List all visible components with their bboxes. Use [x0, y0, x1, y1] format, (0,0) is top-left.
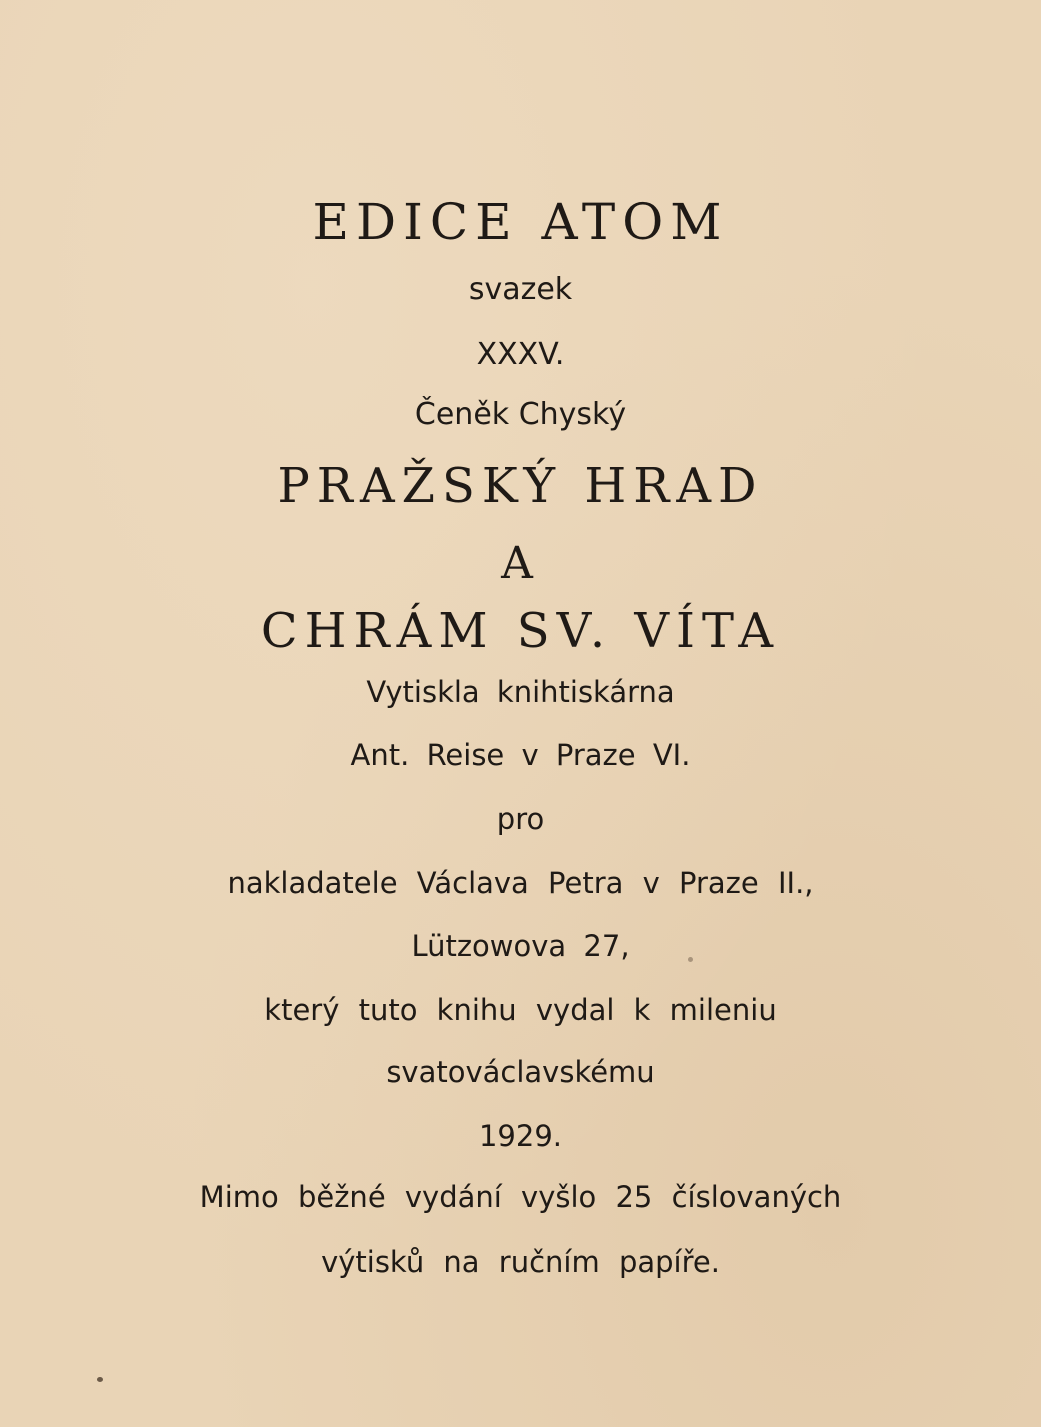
paper-speck	[97, 1377, 103, 1382]
book-title-line-1: PRAŽSKÝ HRAD	[277, 458, 764, 514]
series-title: EDICE ATOM	[312, 193, 729, 251]
edition-note-line-1: Mimo běžné vydání vyšlo 25 číslovaných	[199, 1180, 842, 1214]
book-title-line-2: A	[501, 538, 540, 589]
paper-speck	[688, 957, 693, 962]
printer-line-1: Vytiskla knihtiskárna	[366, 675, 675, 709]
volume-number: XXXV.	[476, 337, 565, 372]
author-name: Čeněk Chyský	[414, 397, 627, 432]
dedication-line-1: který tuto knihu vydal k mileniu	[264, 993, 777, 1027]
publisher-line-2: Lützowova 27,	[411, 929, 630, 963]
publication-year: 1929.	[478, 1119, 563, 1153]
book-title-line-3: CHRÁM SV. VÍTA	[260, 603, 781, 659]
dedication-line-2: svatováclavskému	[386, 1055, 655, 1089]
for-label: pro	[496, 802, 545, 836]
edition-note-line-2: výtisků na ručním papíře.	[321, 1245, 720, 1279]
printer-line-2: Ant. Reise v Praze VI.	[350, 738, 691, 772]
volume-label: svazek	[468, 272, 573, 307]
publisher-line-1: nakladatele Václava Petra v Praze II.,	[227, 866, 814, 900]
